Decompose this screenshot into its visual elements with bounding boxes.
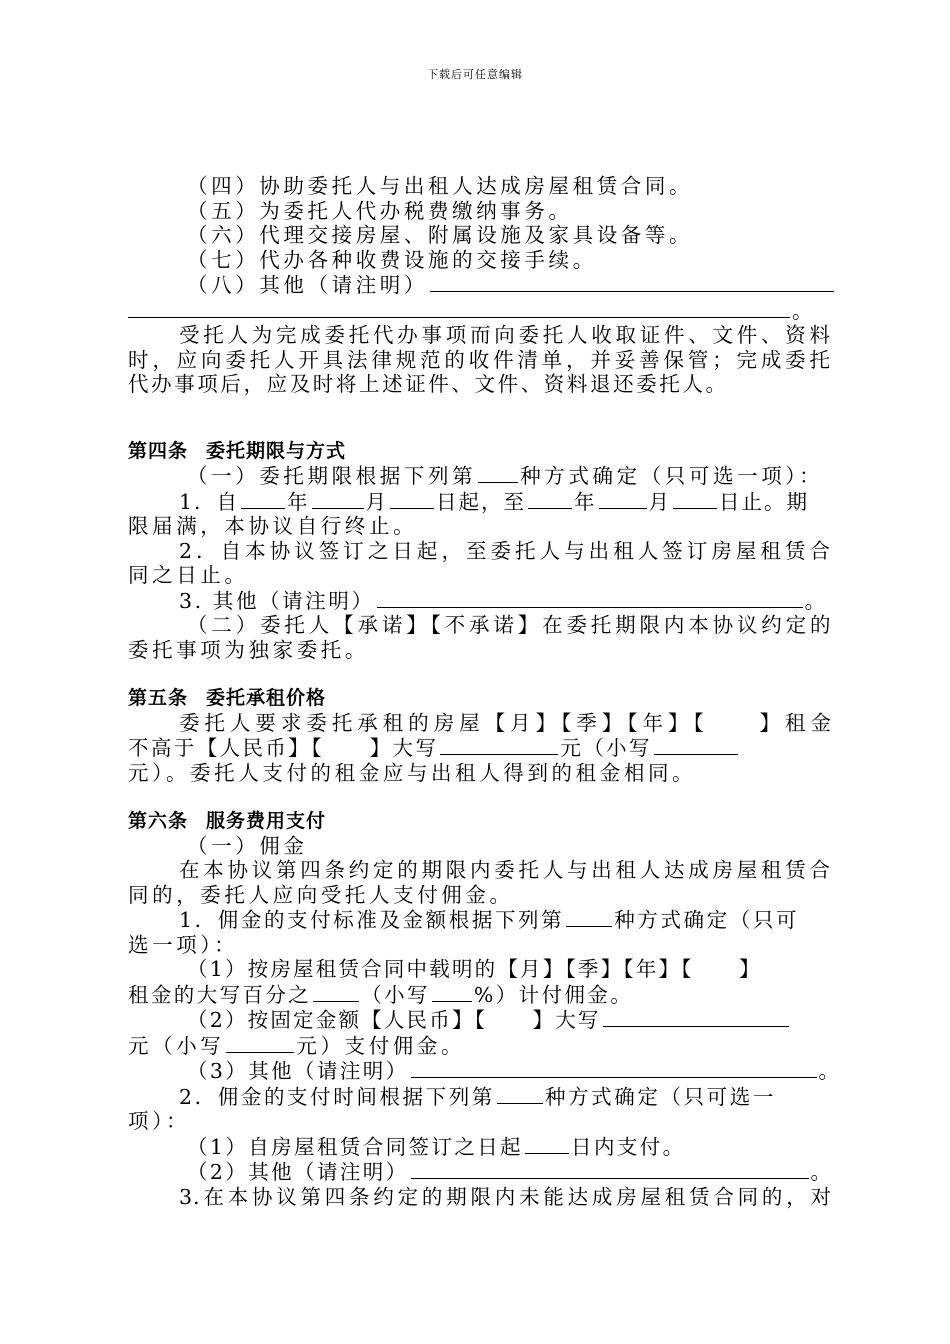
blank-line[interactable] xyxy=(226,1033,294,1053)
article-six-line: （1）按房屋租赁合同中载明的【月】【季】【年】【 】 xyxy=(187,957,762,981)
blank-line[interactable] xyxy=(128,298,790,318)
blank-line[interactable] xyxy=(654,735,738,755)
article-six-line: （2）按固定金额【人民币】【 】大写 xyxy=(128,1007,832,1033)
article-five-line: 委托人要求委托承租的房屋【月】【季】【年】【 】租金 xyxy=(179,710,832,735)
blank-line[interactable] xyxy=(673,489,717,509)
article-six-line: （一）佣金 xyxy=(187,833,308,858)
article-six-line: 1．佣金的支付标准及金额根据下列第 种方式确定（只可 xyxy=(179,908,800,932)
article-six-line: （3）其他（请注明） 。 xyxy=(187,1059,842,1083)
blank-line[interactable] xyxy=(478,463,518,483)
document-body xyxy=(128,174,842,1209)
article-six-line: （1）自房屋租赁合同签订之日起 日内支付。 xyxy=(187,1134,686,1159)
article-five-line: 不高于【人民币】【 】大写 元（小写 xyxy=(128,735,832,761)
blank-line[interactable] xyxy=(525,1134,569,1154)
blank-line[interactable] xyxy=(313,982,359,1002)
article-six-line: 在本协议第四条约定的期限内委托人与出租人达成房屋租赁合 xyxy=(179,858,832,882)
article-four-line: （一）委托期限根据下列第 种方式确定（只可选一项）： xyxy=(187,464,824,488)
blank-line[interactable] xyxy=(432,982,472,1002)
article-six-line: 选一项）： xyxy=(128,932,239,957)
docs-para-line: 代办事项后，应及时将上述证件、文件、资料退还委托人。 xyxy=(128,372,729,396)
blank-line[interactable] xyxy=(241,489,285,509)
article-four-line: 委托事项为独家委托。 xyxy=(128,637,369,662)
blank-line[interactable] xyxy=(603,1007,789,1027)
item-six: （六）代理交接房屋、附属设施及家具设备等。 xyxy=(187,223,694,247)
blank-line[interactable] xyxy=(411,1058,817,1078)
blank-line[interactable] xyxy=(497,1084,543,1104)
article-four-line: 同之日止。 xyxy=(128,563,249,587)
article-six-line: 2．佣金的支付时间根据下列第 种方式确定（只可选一 xyxy=(179,1084,776,1109)
article-four-line: 3. 其他（请注明） 。 xyxy=(179,588,828,613)
blank-line[interactable] xyxy=(430,272,834,292)
blank-line[interactable] xyxy=(566,907,612,927)
article-five-line: 元）。委托人支付的租金应与出租人得到的租金相同。 xyxy=(128,760,697,785)
item-seven: （七）代办各种收费设施的交接手续。 xyxy=(187,247,597,272)
blank-line[interactable] xyxy=(440,735,558,755)
article-five-heading: 第五条 委托承租价格 xyxy=(128,687,327,709)
blank-line[interactable] xyxy=(599,489,647,509)
article-six-line: 同的，委托人应向受托人支付佣金。 xyxy=(128,882,514,907)
article-six-heading: 第六条 服务费用支付 xyxy=(128,810,327,832)
article-six-line: 租金的大写百分之 （小写 %）计付佣金。 xyxy=(128,982,634,1007)
article-six-line: 元（小写 元）支付佣金。 xyxy=(128,1033,466,1058)
item-eight-continuation: 。 xyxy=(128,298,832,324)
article-four-line: 2．自本协议签订之日起，至委托人与出租人签订房屋租赁合 xyxy=(179,538,832,563)
article-six-line: （2）其他（请注明） 。 xyxy=(187,1160,834,1184)
blank-line[interactable] xyxy=(312,489,364,509)
blank-line[interactable] xyxy=(377,588,803,608)
item-five: （五）为委托人代办税费缴纳事务。 xyxy=(187,198,573,223)
page-header: 下载后可任意编辑 xyxy=(427,68,523,81)
article-four-line: 1．自 年 月 日起，至 年 月 日止。期 xyxy=(179,489,810,514)
docs-para-line: 时，应向委托人开具法律规范的收件清单，并妥善保管；完成委托 xyxy=(128,347,832,372)
article-four-line: （二）委托人【承诺】【不承诺】在委托期限内本协议约定的 xyxy=(187,613,832,637)
docs-para-line: 受托人为完成委托代办事项而向委托人收取证件、文件、资料 xyxy=(179,323,832,347)
article-six-line: 项）： xyxy=(128,1109,191,1133)
article-four-line: 限届满，本协议自行终止。 xyxy=(128,514,418,538)
blank-line[interactable] xyxy=(528,489,572,509)
article-four-heading: 第四条 委托期限与方式 xyxy=(128,439,347,462)
item-four: （四）协助委托人与出租人达成房屋租赁合同。 xyxy=(187,174,694,198)
blank-line[interactable] xyxy=(411,1159,809,1179)
article-six-line: 3.在本协议第四条约定的期限内未能达成房屋租赁合同的，对 xyxy=(179,1184,832,1209)
blank-line[interactable] xyxy=(390,489,434,509)
item-eight: （八）其他（请注明） xyxy=(128,272,832,298)
